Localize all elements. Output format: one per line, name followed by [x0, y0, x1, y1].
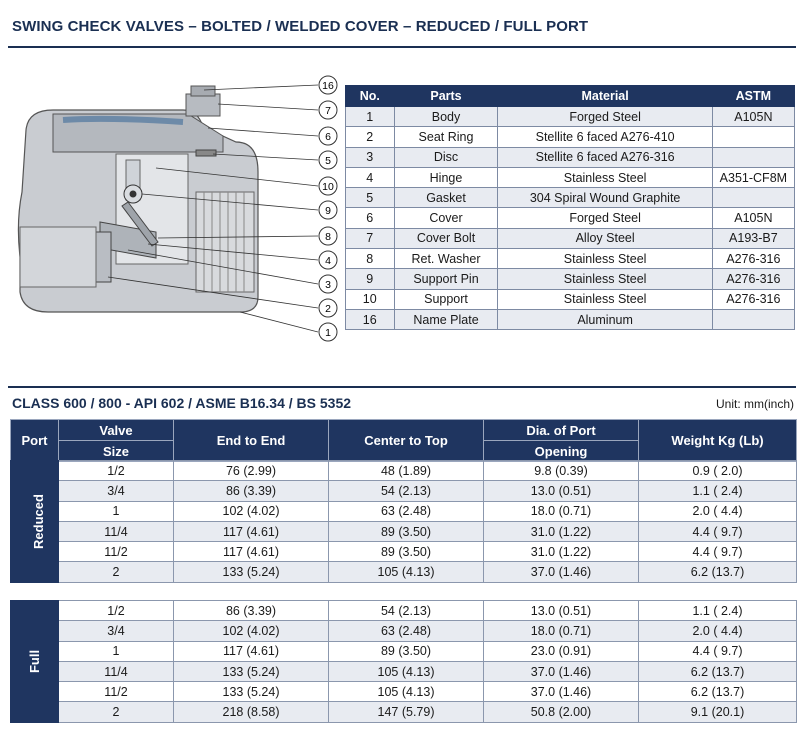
reduced-row: [11, 562, 797, 582]
section-divider: [8, 386, 796, 388]
parts-cell-no: 10: [346, 289, 395, 309]
valve-cross-section-diagram: [8, 72, 348, 352]
cell-center-to-top: 89 (3.50): [329, 641, 484, 661]
parts-cell-part: Cover: [394, 208, 498, 228]
callout-number: 4: [325, 255, 331, 267]
parts-row: [346, 127, 795, 147]
cell-weight: 0.9 ( 2.0): [639, 461, 797, 481]
header-weight: Weight Kg (Lb): [639, 420, 797, 462]
callout-9: [319, 201, 337, 219]
callout-number: 10: [322, 181, 334, 193]
cell-end-to-end: 86 (3.39): [174, 481, 329, 501]
cell-center-to-top: 54 (2.13): [329, 481, 484, 501]
parts-cell-material: Forged Steel: [498, 208, 712, 228]
parts-cell-astm: A105N: [712, 208, 794, 228]
parts-row: [346, 249, 795, 269]
cell-center-to-top: 89 (3.50): [329, 521, 484, 541]
parts-cell-part: Gasket: [394, 188, 498, 208]
reduced-port-table: [10, 460, 797, 583]
cell-weight: 1.1 ( 2.4): [639, 481, 797, 501]
header-valve: Valve: [59, 420, 174, 441]
cell-end-to-end: 86 (3.39): [174, 601, 329, 621]
parts-cell-part: Disc: [394, 147, 498, 167]
parts-row: [346, 289, 795, 309]
header-dia-of-port: Dia. of Port: [484, 420, 639, 441]
full-row: [11, 702, 797, 722]
callout-number: 5: [325, 155, 331, 167]
parts-cell-material: 304 Spiral Wound Graphite: [498, 188, 712, 208]
dimensions-header-table: [10, 419, 797, 462]
cell-port-opening: 37.0 (1.46): [484, 562, 639, 582]
cell-center-to-top: 54 (2.13): [329, 601, 484, 621]
parts-cell-astm: [712, 147, 794, 167]
parts-cell-no: 9: [346, 269, 395, 289]
callout-number: 6: [325, 131, 331, 143]
reduced-port-label-cell: [11, 461, 59, 583]
parts-cell-no: 2: [346, 127, 395, 147]
cell-port-opening: 50.8 (2.00): [484, 702, 639, 722]
cell-end-to-end: 117 (4.61): [174, 542, 329, 562]
parts-row: [346, 309, 795, 329]
parts-row: [346, 208, 795, 228]
parts-row: [346, 188, 795, 208]
callout-6: [319, 127, 337, 145]
parts-cell-material: Stainless Steel: [498, 289, 712, 309]
full-row: [11, 601, 797, 621]
parts-cell-material: Stellite 6 faced A276-316: [498, 147, 712, 167]
parts-row: [346, 228, 795, 248]
parts-cell-part: Cover Bolt: [394, 228, 498, 248]
cell-port-opening: 9.8 (0.39): [484, 461, 639, 481]
parts-cell-no: 4: [346, 167, 395, 187]
cell-size: 1: [59, 641, 174, 661]
parts-cell-material: Forged Steel: [498, 107, 712, 127]
parts-row: [346, 107, 795, 127]
header-opening: Opening: [484, 441, 639, 462]
parts-cell-astm: [712, 309, 794, 329]
cell-weight: 6.2 (13.7): [639, 562, 797, 582]
parts-cell-part: Body: [394, 107, 498, 127]
parts-cell-astm: A276-316: [712, 269, 794, 289]
reduced-row: [11, 481, 797, 501]
page-title: SWING CHECK VALVES – BOLTED / WELDED COVER – REDUCED / FULL PORT: [12, 18, 589, 35]
full-port-table: [10, 600, 797, 723]
cell-port-opening: 13.0 (0.51): [484, 481, 639, 501]
parts-cell-no: 6: [346, 208, 395, 228]
callout-number: 2: [325, 303, 331, 315]
cell-weight: 9.1 (20.1): [639, 702, 797, 722]
parts-header-material: Material: [498, 86, 712, 107]
cell-size: 11/4: [59, 521, 174, 541]
cell-size: 11/2: [59, 542, 174, 562]
cell-end-to-end: 102 (4.02): [174, 621, 329, 641]
parts-cell-astm: A105N: [712, 107, 794, 127]
parts-cell-material: Stellite 6 faced A276-410: [498, 127, 712, 147]
callout-16: [319, 76, 337, 94]
header-size: Size: [59, 441, 174, 462]
parts-cell-part: Support: [394, 289, 498, 309]
cell-size: 1/2: [59, 601, 174, 621]
title-divider: [8, 46, 796, 48]
parts-header-parts: Parts: [394, 86, 498, 107]
cell-size: 1/2: [59, 461, 174, 481]
cell-port-opening: 37.0 (1.46): [484, 661, 639, 681]
cell-port-opening: 31.0 (1.22): [484, 542, 639, 562]
reduced-row: [11, 542, 797, 562]
parts-cell-material: Stainless Steel: [498, 249, 712, 269]
parts-row: [346, 147, 795, 167]
cell-end-to-end: 133 (5.24): [174, 682, 329, 702]
cell-size: 2: [59, 562, 174, 582]
cell-center-to-top: 63 (2.48): [329, 621, 484, 641]
cell-end-to-end: 117 (4.61): [174, 641, 329, 661]
parts-cell-part: Hinge: [394, 167, 498, 187]
parts-cell-part: Seat Ring: [394, 127, 498, 147]
parts-cell-astm: A193-B7: [712, 228, 794, 248]
callout-number: 1: [325, 327, 331, 339]
parts-cell-no: 7: [346, 228, 395, 248]
cell-center-to-top: 147 (5.79): [329, 702, 484, 722]
parts-cell-material: Stainless Steel: [498, 269, 712, 289]
cell-size: 1: [59, 501, 174, 521]
cell-center-to-top: 48 (1.89): [329, 461, 484, 481]
cell-center-to-top: 63 (2.48): [329, 501, 484, 521]
cell-size: 3/4: [59, 621, 174, 641]
cell-port-opening: 13.0 (0.51): [484, 601, 639, 621]
cell-center-to-top: 105 (4.13): [329, 661, 484, 681]
full-row: [11, 621, 797, 641]
parts-row: [346, 167, 795, 187]
cell-size: 11/4: [59, 661, 174, 681]
callout-number: 7: [325, 105, 331, 117]
reduced-row: [11, 461, 797, 481]
full-row: [11, 661, 797, 681]
parts-cell-no: 8: [346, 249, 395, 269]
cell-end-to-end: 133 (5.24): [174, 661, 329, 681]
parts-cell-no: 3: [346, 147, 395, 167]
cell-size: 3/4: [59, 481, 174, 501]
parts-header-no: No.: [346, 86, 395, 107]
cell-weight: 2.0 ( 4.4): [639, 621, 797, 641]
cell-center-to-top: 89 (3.50): [329, 542, 484, 562]
dimensions-section-title: CLASS 600 / 800 - API 602 / ASME B16.34 / BS 5352: [12, 395, 352, 411]
callout-1: [319, 323, 337, 341]
reduced-row: [11, 501, 797, 521]
parts-cell-astm: [712, 127, 794, 147]
parts-header-row: [346, 86, 795, 107]
parts-cell-no: 5: [346, 188, 395, 208]
parts-header-astm: ASTM: [712, 86, 794, 107]
callout-4: [319, 251, 337, 269]
cell-size: 11/2: [59, 682, 174, 702]
parts-cell-material: Stainless Steel: [498, 167, 712, 187]
reduced-port-label: Reduced: [30, 493, 46, 549]
callout-number: 16: [322, 80, 334, 92]
cell-weight: 4.4 ( 9.7): [639, 542, 797, 562]
full-port-label: Full: [26, 649, 42, 673]
cell-port-opening: 37.0 (1.46): [484, 682, 639, 702]
cell-weight: 6.2 (13.7): [639, 661, 797, 681]
parts-cell-no: 16: [346, 309, 395, 329]
callout-number: 3: [325, 279, 331, 291]
header-center-to-top: Center to Top: [329, 420, 484, 462]
parts-cell-astm: A276-316: [712, 289, 794, 309]
parts-cell-astm: [712, 188, 794, 208]
cell-end-to-end: 102 (4.02): [174, 501, 329, 521]
cell-center-to-top: 105 (4.13): [329, 562, 484, 582]
parts-cell-astm: A276-316: [712, 249, 794, 269]
callout-7: [319, 101, 337, 119]
unit-label: Unit: mm(inch): [715, 397, 794, 411]
callout-3: [319, 275, 337, 293]
cell-end-to-end: 133 (5.24): [174, 562, 329, 582]
cell-port-opening: 18.0 (0.71): [484, 621, 639, 641]
full-row: [11, 682, 797, 702]
parts-cell-material: Alloy Steel: [498, 228, 712, 248]
callout-10: [319, 177, 337, 195]
cell-port-opening: 31.0 (1.22): [484, 521, 639, 541]
callout-number: 8: [325, 231, 331, 243]
full-row: [11, 641, 797, 661]
cell-size: 2: [59, 702, 174, 722]
full-port-label-cell: [11, 601, 59, 723]
parts-cell-no: 1: [346, 107, 395, 127]
header-end-to-end: End to End: [174, 420, 329, 462]
cell-weight: 1.1 ( 2.4): [639, 601, 797, 621]
callout-8: [319, 227, 337, 245]
cell-weight: 6.2 (13.7): [639, 682, 797, 702]
cell-end-to-end: 76 (2.99): [174, 461, 329, 481]
cell-port-opening: 18.0 (0.71): [484, 501, 639, 521]
cell-end-to-end: 218 (8.58): [174, 702, 329, 722]
cell-center-to-top: 105 (4.13): [329, 682, 484, 702]
parts-row: [346, 269, 795, 289]
cell-port-opening: 23.0 (0.91): [484, 641, 639, 661]
parts-cell-part: Ret. Washer: [394, 249, 498, 269]
parts-cell-part: Support Pin: [394, 269, 498, 289]
parts-cell-astm: A351-CF8M: [712, 167, 794, 187]
callout-2: [319, 299, 337, 317]
cell-weight: 2.0 ( 4.4): [639, 501, 797, 521]
cell-weight: 4.4 ( 9.7): [639, 521, 797, 541]
callout-number: 9: [325, 205, 331, 217]
parts-table: [345, 85, 795, 330]
reduced-row: [11, 521, 797, 541]
cell-end-to-end: 117 (4.61): [174, 521, 329, 541]
cell-weight: 4.4 ( 9.7): [639, 641, 797, 661]
callout-5: [319, 151, 337, 169]
parts-cell-material: Aluminum: [498, 309, 712, 329]
parts-cell-part: Name Plate: [394, 309, 498, 329]
header-port: Port: [11, 420, 59, 462]
